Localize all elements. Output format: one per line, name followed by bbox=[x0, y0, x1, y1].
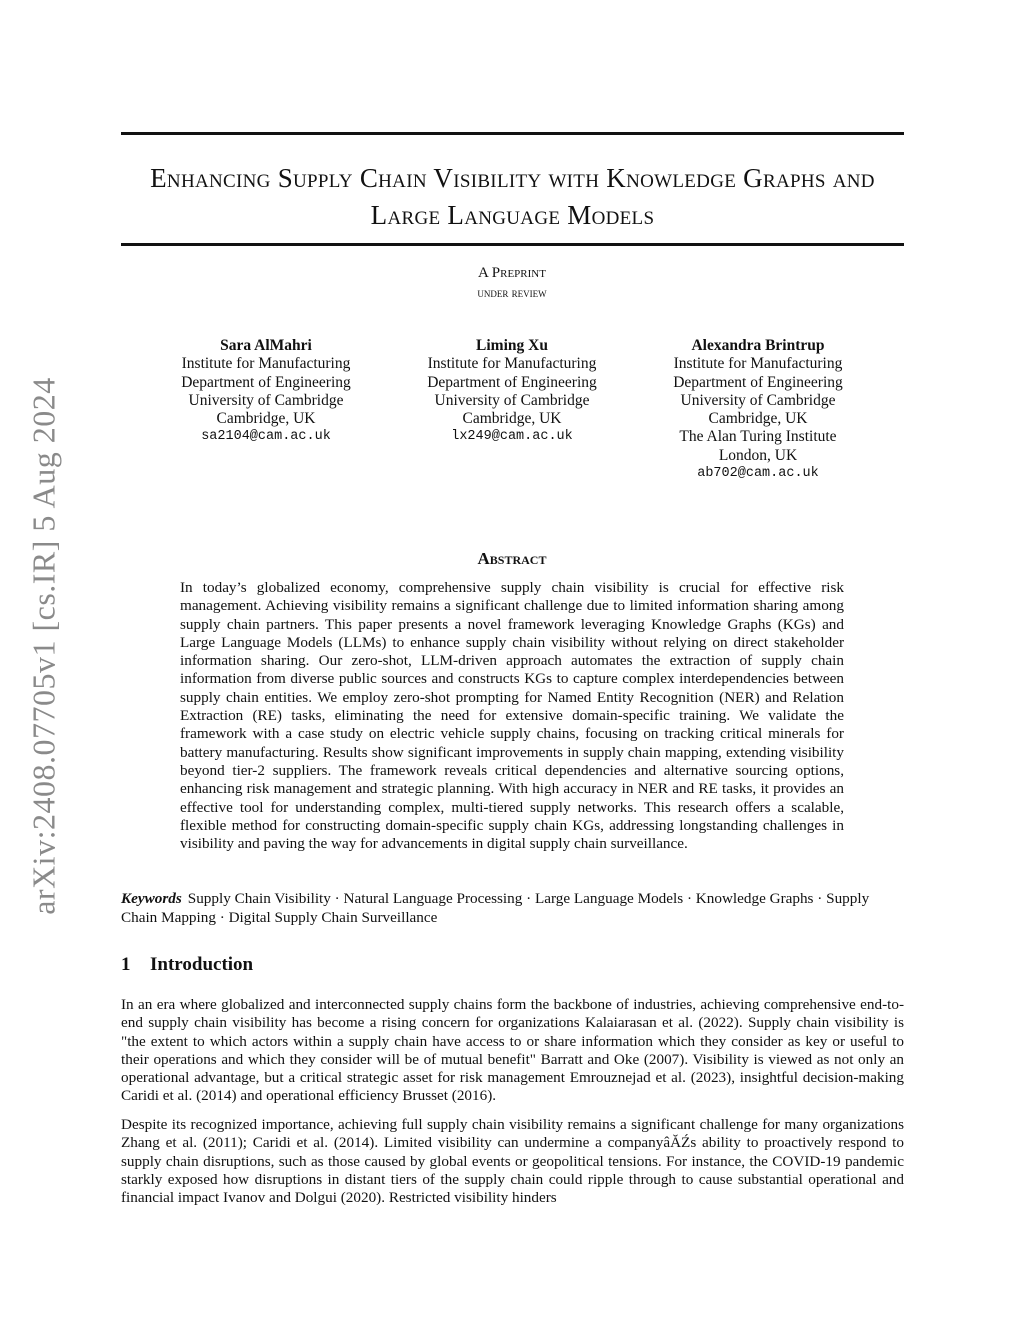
author-affiliation: Institute for Manufacturing bbox=[427, 355, 597, 373]
author-name: Alexandra Brintrup bbox=[691, 337, 825, 354]
title-rule-top bbox=[121, 132, 904, 135]
keywords-list: Supply Chain Visibility · Natural Language Processing · Large Language Models · Knowledge Graphs · Supply Chain Mapping · Digital Supply Chain Surveillance bbox=[121, 890, 870, 926]
section-number: 1 bbox=[121, 954, 131, 975]
title-rule-bottom bbox=[121, 243, 904, 246]
keywords-label: Keywords bbox=[121, 890, 182, 907]
author-email: lx249@cam.ac.uk bbox=[451, 429, 573, 445]
body-paragraph: Despite its recognized importance, achieving full supply chain visibility remains a significant challenge for many organizations Zhang et al. (2011); Caridi et al. (2014). Limited visibility can undermine a companyâĂŹs ability to proactively respond to supply chain disruptions, such as those caused by global events or geopolitical tensions. For instance, the COVID-19 pandemic starkly exposed how disruptions in distant tiers of the supply chain could ripple through to cause substantial operational and financial impact Ivanov and Dolgui (2020). Restricted visibility hinders bbox=[121, 1116, 904, 1207]
author-affiliation: Institute for Manufacturing bbox=[673, 355, 843, 373]
preprint-label: A Preprint bbox=[478, 265, 546, 281]
author-affiliation: Department of Engineering bbox=[181, 373, 351, 391]
section-heading bbox=[121, 954, 253, 976]
preprint-notice bbox=[0, 264, 1024, 302]
author-affiliation: University of Cambridge bbox=[188, 391, 344, 409]
author-name: Liming Xu bbox=[476, 337, 548, 354]
section-title: Introduction bbox=[150, 954, 254, 975]
author-affiliation: Cambridge, UK bbox=[462, 410, 562, 428]
author-card bbox=[397, 337, 627, 447]
author-affiliation: Cambridge, UK bbox=[216, 410, 316, 428]
author-card bbox=[643, 337, 873, 483]
author-affiliation: The Alan Turing Institute bbox=[679, 428, 837, 446]
arxiv-identifier: arXiv:2408.07705v1 [cs.IR] 5 Aug 2024 bbox=[25, 377, 62, 915]
author-card bbox=[151, 337, 381, 447]
author-affiliation: Department of Engineering bbox=[673, 373, 843, 391]
author-email: ab702@cam.ac.uk bbox=[697, 466, 819, 482]
paper-title: Enhancing Supply Chain Visibility with Knowledge Graphs and Large Language Models bbox=[150, 163, 875, 230]
author-email: sa2104@cam.ac.uk bbox=[201, 429, 331, 445]
author-affiliation: Department of Engineering bbox=[427, 373, 597, 391]
author-name: Sara AlMahri bbox=[220, 337, 312, 354]
abstract-heading: Abstract bbox=[477, 549, 547, 568]
body-paragraph: In an era where globalized and interconnected supply chains form the backbone of industries, achieving comprehensive end-to-end supply chain visibility has become a rising concern for organizations Kalaiarasan et al. (2022). Supply chain visibility is "the extent to which actors within a supply chain have access to or share information which they consider as key or useful to their operations and which they consider will be of mutual benefit" Barratt and Oke (2007). Visibility is viewed as not only an operational advantage, but a critical strategic asset for risk management Emrouznejad et al. (2023), insightful decision-making Caridi et al. (2014) and operational efficiency Brusset (2016). bbox=[121, 996, 904, 1105]
keywords bbox=[121, 890, 904, 927]
author-affiliation: University of Cambridge bbox=[434, 391, 590, 409]
review-status: under review bbox=[477, 285, 547, 300]
author-affiliation: London, UK bbox=[718, 446, 798, 464]
abstract-text: In today’s globalized economy, comprehensive supply chain visibility is crucial for effective risk management. Achieving visibility remains a significant challenge due to limited information sharing among supply chain partners. This paper presents a novel framework leveraging Knowledge Graphs (KGs) and Large Language Models (LLMs) to enhance supply chain visibility without relying on direct stakeholder information sharing. Our zero-shot, LLM-driven approach automates the extraction of supply chain information from diverse public sources and constructs KGs to capture complex interdependencies between supply chain entities. We employ zero-shot prompting for Named Entity Recognition (NER) and Relation Extraction (RE) tasks, eliminating the need for extensive domain-specific training. We validate the framework with a case study on electric vehicle supply chains, focusing on tracking critical minerals for battery manufacturing. Results show significant improvements in supply chain mapping, extending visibility beyond tier-2 suppliers. The framework reveals critical dependencies and alternative sourcing options, enhancing risk management and strategic planning. With high accuracy in NER and RE tasks, it provides an effective tool for understanding complex, multi-tiered supply networks. This research offers a scalable, flexible method for constructing domain-specific supply chain KGs, addressing longstanding challenges in visibility and paving the way for advancements in digital supply chain surveillance. bbox=[180, 579, 844, 853]
author-affiliation: Institute for Manufacturing bbox=[181, 355, 351, 373]
author-affiliation: Cambridge, UK bbox=[708, 410, 808, 428]
author-affiliation: University of Cambridge bbox=[680, 391, 836, 409]
